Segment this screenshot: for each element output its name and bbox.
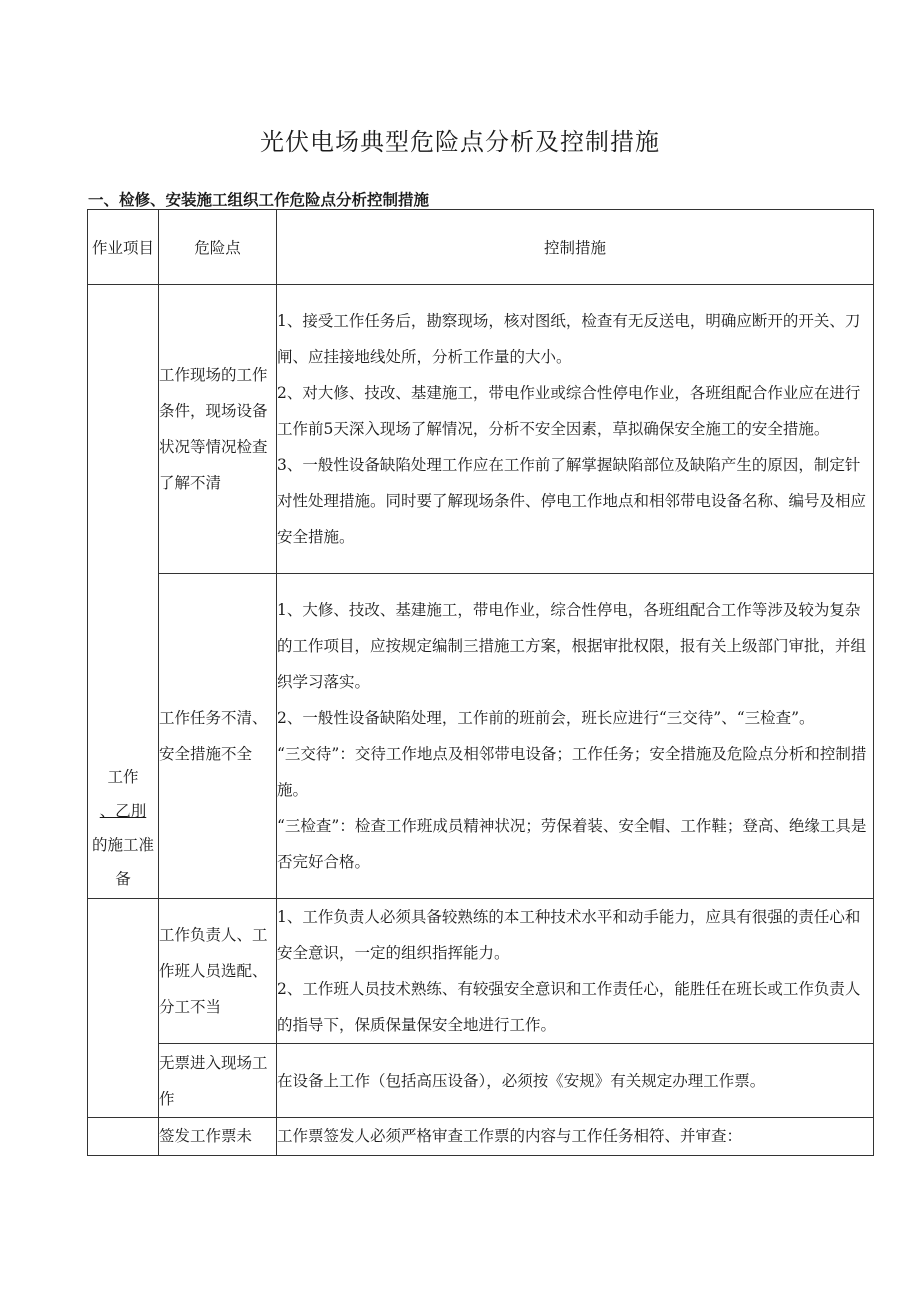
project-label-line: 、乙刖 <box>99 802 147 820</box>
measure-item: “三检查”：检查工作班成员精神状况；劳保着装、安全帽、工作鞋；登高、绝缘工具是否完好合格。 <box>277 817 867 871</box>
project-cell-empty <box>88 1118 159 1156</box>
measure-item: 2、一般性设备缺陷处理，工作前的班前会，班长应进行“三交待”、“三检查”。 <box>277 709 815 727</box>
hazard-table <box>87 209 874 1156</box>
hazard-cell: 签发工作票未 <box>159 1118 277 1156</box>
header-project: 作业项目 <box>88 210 159 285</box>
measure-item: 1、大修、技改、基建施工，带电作业，综合性停电，各班组配合工作等涉及较为复杂的工作项目，应按规定编制三措施工方案，根据审批权限，报有关上级部门审批，并组织学习落实。 <box>277 601 867 691</box>
measures-cell <box>277 1118 874 1156</box>
measures-cell <box>277 285 874 574</box>
project-label-line: 工作 <box>107 768 139 786</box>
project-cell-empty <box>88 899 159 1118</box>
hazard-cell: 工作现场的工作条件，现场设备状况等情况检查了解不清 <box>159 285 277 574</box>
section-heading: 一、检修、安装施工组织工作危险点分析控制措施 <box>88 191 430 209</box>
table-row <box>88 1118 874 1156</box>
hazard-cell: 无票进入现场工作 <box>159 1044 277 1118</box>
measures-cell <box>277 574 874 899</box>
measure-item: 1、工作负责人必须具备较熟练的本工种技术水平和动手能力，应具有很强的责任心和安全意识，一定的组织指挥能力。 <box>277 908 861 962</box>
table-row <box>88 285 874 574</box>
header-hazard: 危险点 <box>159 210 277 285</box>
measure-item: 工作票签发人必须严格审查工作票的内容与工作任务相符、并审查： <box>277 1127 743 1145</box>
page-title: 光伏电场典型危险点分析及控制措施 <box>260 128 660 156</box>
hazard-cell: 工作负责人、工作班人员选配、分工不当 <box>159 899 277 1044</box>
project-label-line: 备 <box>115 870 131 888</box>
table-row <box>88 899 874 1044</box>
hazard-cell: 工作任务不清、安全措施不全 <box>159 574 277 899</box>
measure-item: 1、接受工作任务后，勘察现场，核对图纸，检查有无反送电，明确应断开的开关、刀闸、应挂接地线处所，分析工作量的大小。 <box>277 312 861 366</box>
table-row <box>88 574 874 899</box>
measure-item: 3、一般性设备缺陷处理工作应在工作前了解掌握缺陷部位及缺陷产生的原因，制定针对性处理措施。同时要了解现场条件、停电工作地点和相邻带电设备名称、编号及相应安全措施。 <box>277 456 867 546</box>
measure-item: 在设备上工作（包括高压设备），必须按《安规》有关规定办理工作票。 <box>277 1071 766 1090</box>
header-measures: 控制措施 <box>277 210 874 285</box>
measures-cell <box>277 1044 874 1118</box>
project-cell <box>88 285 159 899</box>
measure-item: 2、对大修、技改、基建施工，带电作业或综合性停电作业，各班组配合作业应在进行工作前5天深入现场了解情况，分析不安全因素，草拟确保安全施工的安全措施。 <box>277 384 861 438</box>
table-header-row <box>88 210 874 285</box>
measure-item: 2、工作班人员技术熟练、有较强安全意识和工作责任心，能胜任在班长或工作负责人的指导下，保质保量保安全地进行工作。 <box>277 980 861 1034</box>
project-label-line: 的施工准 <box>91 836 154 854</box>
measure-item: “三交待”：交待工作地点及相邻带电设备；工作任务；安全措施及危险点分析和控制措施。 <box>277 745 867 799</box>
table-row <box>88 1044 874 1118</box>
measures-cell <box>277 899 874 1044</box>
